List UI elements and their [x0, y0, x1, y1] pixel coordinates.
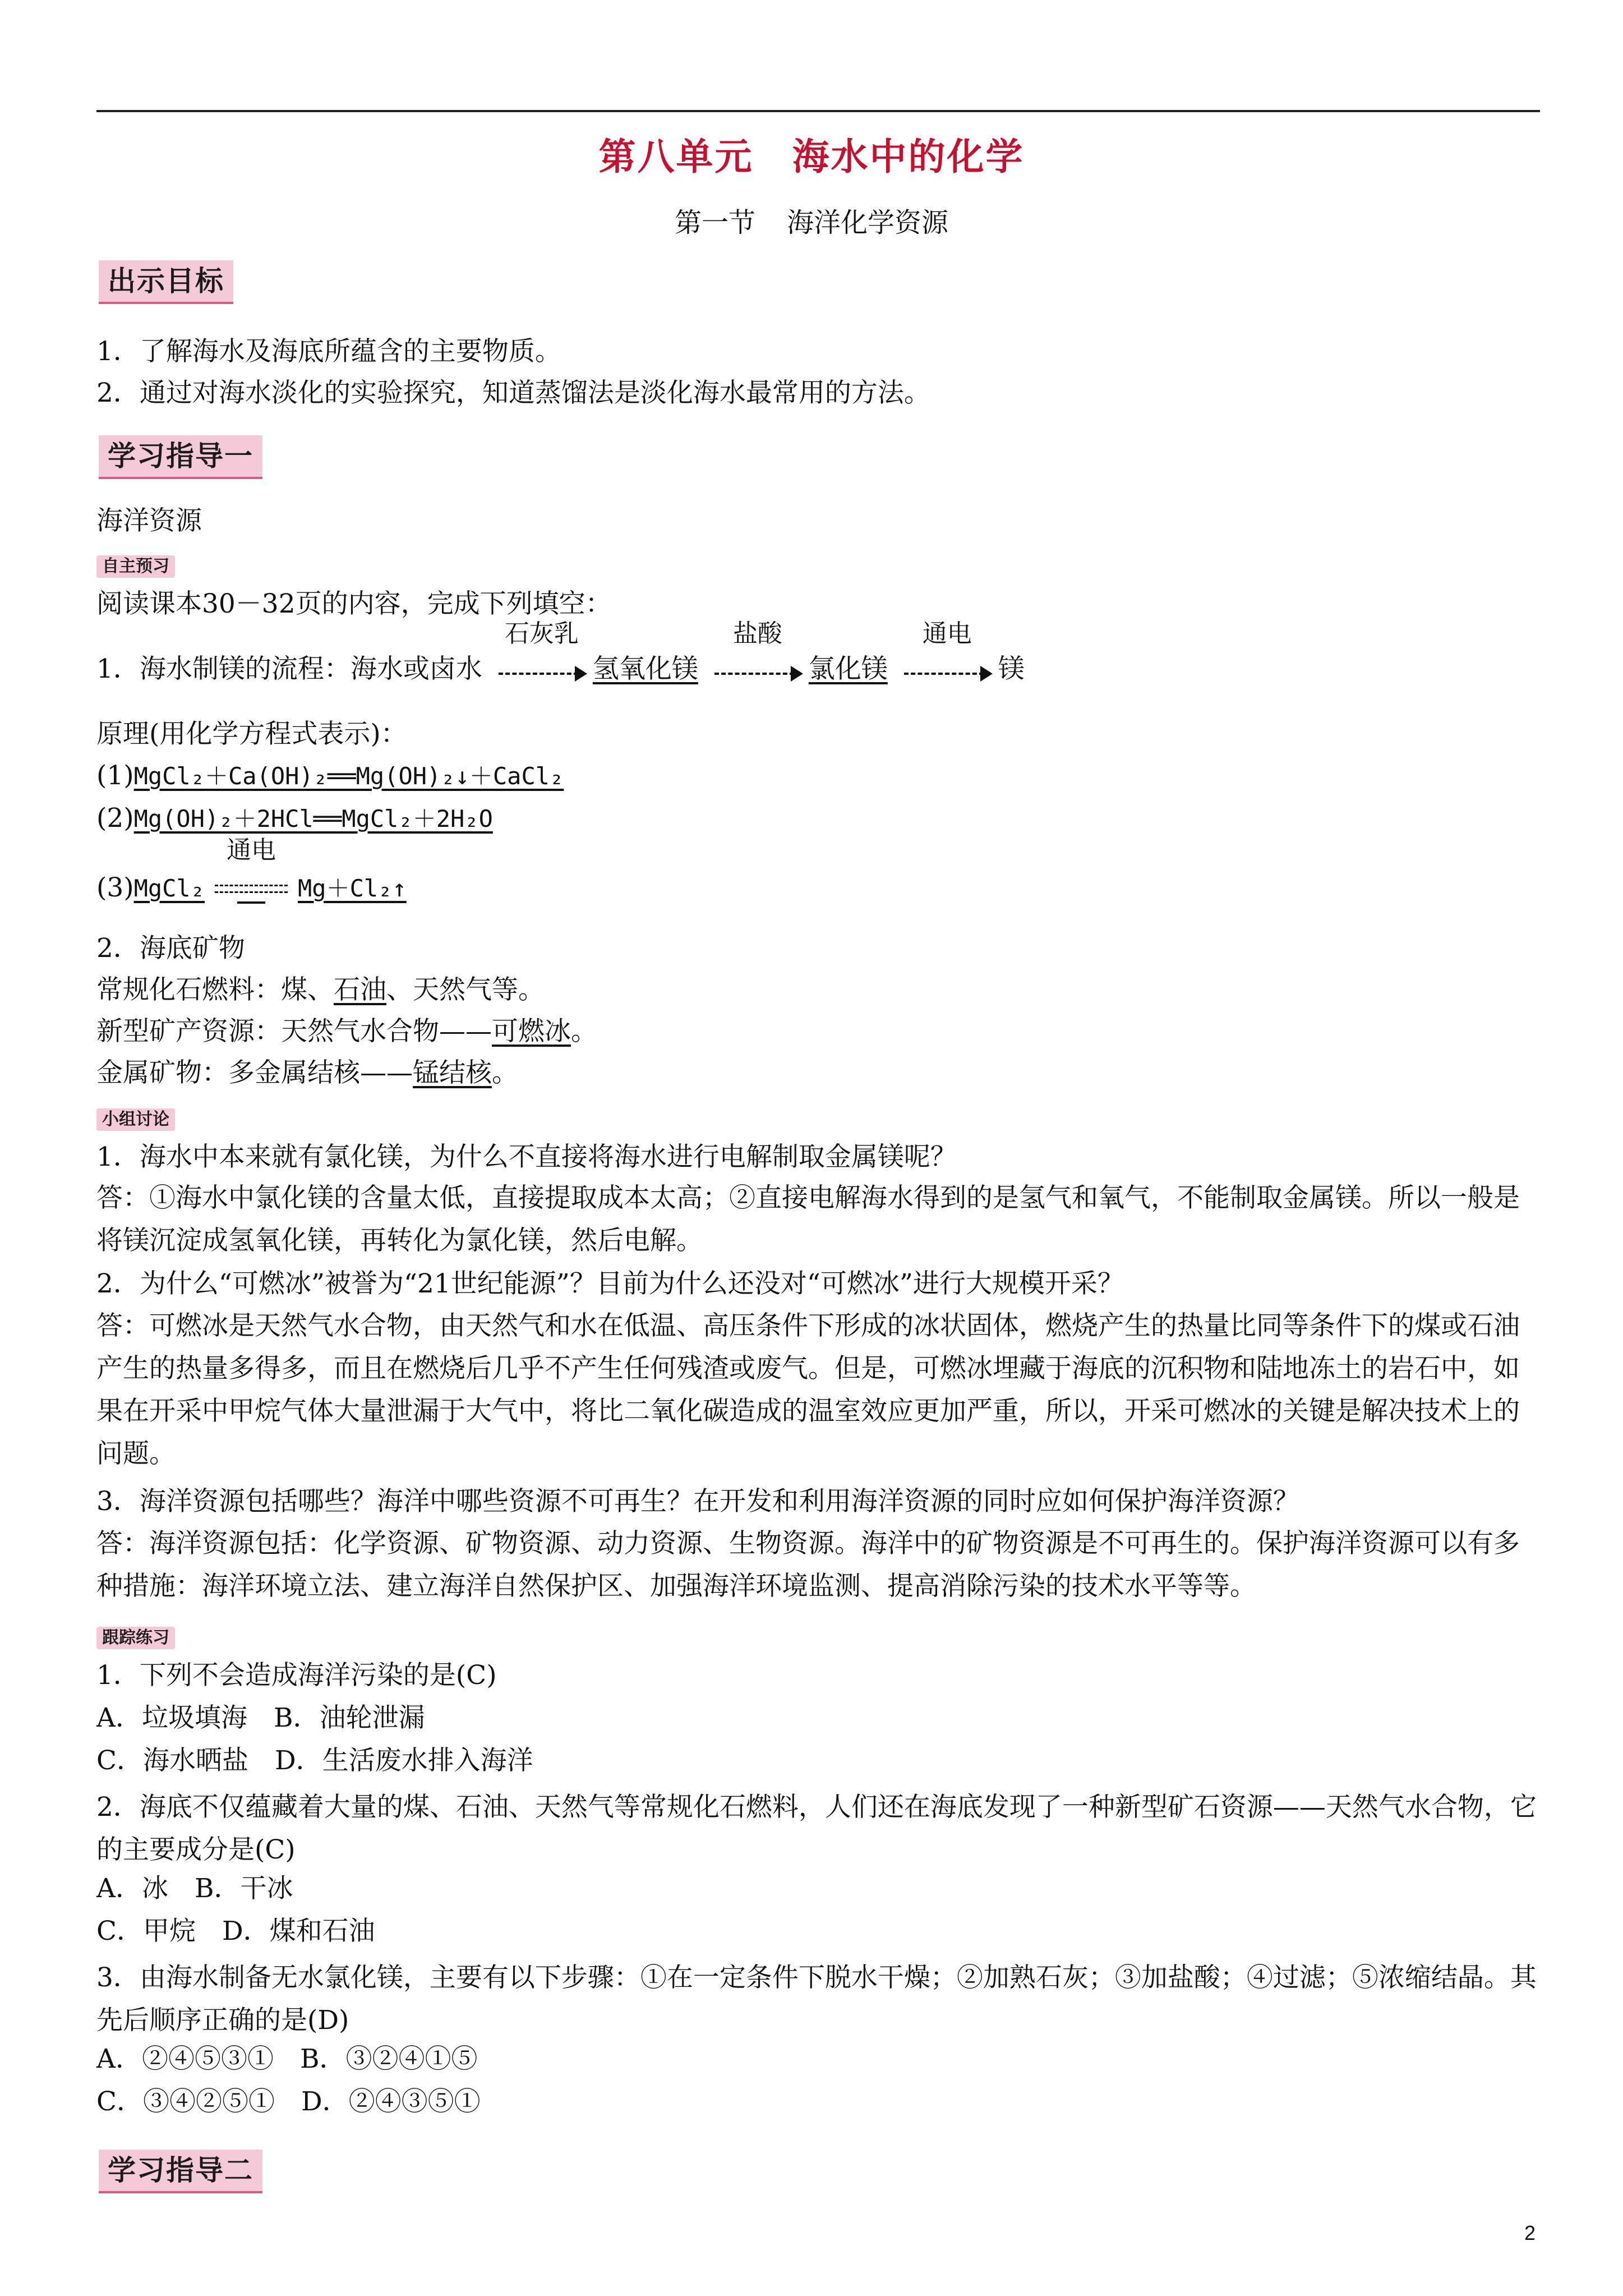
equation-3-condition-sign	[209, 836, 293, 907]
fossil-blank: 石油	[334, 974, 386, 1005]
arrow-icon	[980, 666, 993, 682]
equation-3-left: MgCl₂	[133, 875, 205, 902]
guide1-topic: 海洋资源	[96, 505, 202, 536]
magnesium-flow	[96, 619, 1540, 688]
practice-q3-options-ab: A．②④⑤③① B．③②④①⑤	[96, 2044, 478, 2074]
practice-q1-options-cd: C．海水晒盐 D．生活废水排入海洋	[96, 1745, 533, 1776]
page-number: 2	[1524, 2221, 1536, 2244]
fossil-tail: 、天然气等。	[386, 974, 545, 1005]
flow-product-2: 氯化镁	[808, 654, 888, 684]
guide2-badge: 学习指导二	[99, 2150, 262, 2193]
metal-tail: 。	[492, 1057, 518, 1088]
goal-item-1: 1．了解海水及海底所蕴含的主要物质。	[96, 336, 561, 367]
preview-intro: 阅读课本30－32页的内容，完成下列填空：	[96, 588, 612, 619]
practice-q1: 1．下列不会造成海洋污染的是(C)	[96, 1660, 497, 1691]
section-name: 海洋化学资源	[787, 207, 949, 238]
fossil-fuel-line	[96, 973, 1540, 1007]
practice-q3: 3．由海水制备无水氯化镁，主要有以下步骤：①在一定条件下脱水干燥；②加熟石灰；③加盐酸；④过滤；⑤浓缩结晶。其先后顺序正确的是(D)	[96, 1962, 1537, 2036]
flow-arrow-1-label: 石灰乳	[504, 619, 579, 648]
flow-arrow-2	[710, 619, 805, 688]
practice-q3-options-cd: C．③④②⑤① D．②④③⑤①	[96, 2086, 481, 2117]
flow-lead: 1．海水制镁的流程：海水或卤水	[96, 654, 482, 684]
principle-label: 原理(用化学方程式表示)：	[96, 719, 407, 749]
practice-q2-options-cd: C．甲烷 D．煤和石油	[96, 1916, 375, 1947]
practice-q1-options-ab: A．垃圾填海 B．油轮泄漏	[96, 1703, 425, 1733]
practice-q2-options-ab: A．冰 B．干冰	[96, 1873, 293, 1904]
goals-badge: 出示目标	[99, 260, 233, 304]
section-title	[0, 201, 1623, 240]
equation-2-number: (2)	[96, 803, 134, 834]
equation-1	[96, 758, 1540, 794]
discussion-a1: 答：①海水中氯化镁的含量太低，直接提取成本太高；②直接电解海水得到的是氢气和氧气，不能制取金属镁。所以一般是将镁沉淀成氢氧化镁，再转化为氯化镁，然后电解。	[96, 1182, 1520, 1256]
practice-q2: 2．海底不仅蕴藏着大量的煤、石油、天然气等常规化石燃料，人们还在海底发现了一种新型矿石资源——天然气水合物，它的主要成分是(C)	[96, 1792, 1537, 1865]
new-tail: 。	[571, 1016, 597, 1047]
unit-title: 第八单元 海水中的化学	[598, 135, 1025, 178]
guide1-badge: 学习指导一	[99, 435, 262, 479]
flow-product-1: 氢氧化镁	[592, 654, 698, 684]
equation-2	[96, 801, 1540, 836]
discussion-a3: 答：海洋资源包括：化学资源、矿物资源、动力资源、生物资源。海洋中的矿物资源是不可再生的。保护海洋资源可以有多种措施：海洋环境立法、建立海洋自然保护区、加强海洋环境监测、提高消除污染的技术水平等等。	[96, 1528, 1520, 1602]
equation-3-right: Mg＋Cl₂↑	[298, 875, 407, 902]
flow-arrow-3	[900, 619, 995, 688]
new-resource-line	[96, 1014, 1540, 1049]
discussion-q1: 1．海水中本来就有氯化镁，为什么不直接将海水进行电解制取金属镁呢？	[96, 1142, 957, 1172]
preview-badge: 自主预习	[96, 555, 175, 578]
new-lead: 新型矿产资源：天然气水合物——	[96, 1016, 492, 1047]
flow-arrow-3-label: 通电	[922, 619, 972, 648]
metal-blank: 锰结核	[413, 1057, 492, 1088]
header-rule	[96, 110, 1540, 112]
equation-3	[96, 836, 1540, 907]
equation-1-number: (1)	[96, 760, 134, 791]
practice-badge: 跟踪练习	[96, 1627, 175, 1649]
arrow-icon	[791, 666, 803, 682]
discussion-badge: 小组讨论	[96, 1108, 175, 1131]
equation-1-text: MgCl₂＋Ca(OH)₂══Mg(OH)₂↓＋CaCl₂	[133, 762, 564, 790]
seabed-title: 2．海底矿物	[96, 933, 245, 964]
flow-end: 镁	[998, 654, 1025, 684]
equation-2-text: Mg(OH)₂＋2HCl══MgCl₂＋2H₂O	[133, 805, 493, 832]
goal-item-2: 2．通过对海水淡化的实验探究，知道蒸馏法是淡化海水最常用的方法。	[96, 378, 930, 408]
fossil-lead: 常规化石燃料：煤、	[96, 974, 334, 1005]
flow-arrow-1	[494, 619, 589, 688]
discussion-q2: 2．为什么“可燃冰”被誉为“21世纪能源”？目前为什么还没对“可燃冰”进行大规模开采？	[96, 1268, 1124, 1299]
equation-3-condition: 通电	[227, 836, 276, 864]
discussion-a2: 答：可燃冰是天然气水合物，由天然气和水在低温、高压条件下形成的冰状固体，燃烧产生的热量比同等条件下的煤或石油产生的热量多得多，而且在燃烧后几乎不产生任何残渣或废气。但是，可燃冰埋藏于海底的沉积物和陆地冻土的岩石中，如果在开采中甲烷气体大量泄漏于大气中，将比二氧化碳造成的温室效应更加严重，所以，开采可燃冰的关键是解决技术上的问题。	[96, 1310, 1520, 1469]
metal-ore-line	[96, 1056, 1540, 1091]
equation-3-number: (3)	[96, 872, 134, 903]
section-prefix: 第一节	[674, 207, 755, 238]
new-blank: 可燃冰	[492, 1016, 571, 1047]
discussion-q3: 3．海洋资源包括哪些？海洋中哪些资源不可再生？在开发和利用海洋资源的同时应如何保护海洋资源？	[96, 1486, 1299, 1517]
metal-lead: 金属矿物：多金属结核——	[96, 1057, 413, 1088]
arrow-icon	[575, 666, 587, 682]
flow-arrow-2-label: 盐酸	[732, 619, 782, 648]
